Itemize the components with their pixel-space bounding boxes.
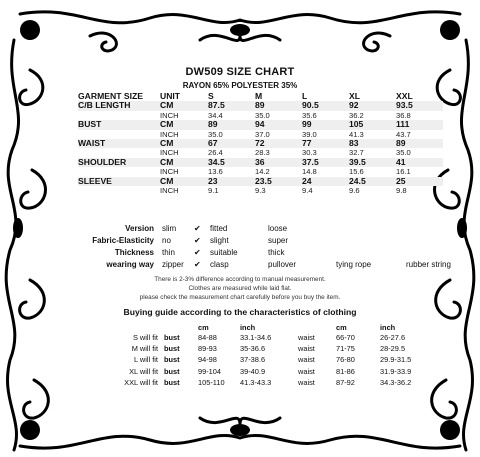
value-cell: 105 [349,120,396,129]
size-fit-label: S will fit [132,333,158,343]
guide-value: 89-93 [198,344,217,354]
measure-label: BUST [78,120,160,129]
value-cell: 35.6 [302,110,317,120]
value-cell: 14.2 [255,167,270,177]
measurement-note: please check the measurement chart carefully before you buy the item. [139,294,341,301]
value-cell: 16.1 [396,167,411,177]
value-cell: 35.0 [255,110,270,120]
header-cell: XXL [396,91,413,101]
guide-value: 35-36.6 [240,344,266,354]
value-cell: 67 [208,139,255,148]
option-label: wearing way [106,259,154,269]
table-row [78,101,443,110]
option-value: tying rope [336,259,372,269]
guide-part: bust [164,355,180,365]
option-label: Thickness [114,247,154,257]
check-icon: ✔ [194,247,201,257]
guide-value: 99-104 [198,366,222,376]
option-row [90,234,455,246]
check-icon: ✔ [194,223,201,233]
table-row [78,158,443,167]
check-icon: ✔ [194,235,201,245]
unit-cell: CM [160,177,208,186]
value-cell: 89 [396,139,443,148]
guide-value: 31.9-33.9 [380,366,412,376]
guide-header [96,322,430,332]
measurement-note: Clothes are measured while laid flat. [188,285,292,292]
measure-label: SLEEVE [78,177,160,186]
value-cell: 15.6 [349,167,364,177]
measure-label: WAIST [78,139,160,148]
guide-part: bust [164,377,180,387]
unit-cell: CM [160,158,208,167]
option-value: thin [162,247,175,257]
value-cell: 9.4 [302,186,313,196]
measure-label: SHOULDER [78,158,160,167]
value-cell: 9.8 [396,186,407,196]
value-cell: 89 [255,101,302,110]
value-cell: 87.5 [208,101,255,110]
check-icon: ✔ [194,259,201,269]
chart-title: DW509 SIZE CHART [185,66,295,78]
option-value: loose [268,223,288,233]
value-cell: 36.2 [349,110,364,120]
value-cell: 39.5 [349,158,396,167]
guide-value: 39-40.9 [240,366,266,376]
value-cell: 41 [396,158,443,167]
value-cell: 26.4 [208,148,223,158]
unit-cell: CM [160,101,208,110]
option-row [90,222,455,234]
guide-header-cell: cm [198,322,209,332]
option-value: thick [268,247,285,257]
guide-part: bust [164,344,180,354]
value-cell: 35.0 [208,129,223,139]
buying-guide-title: Buying guide according to the characteristics of clothing [123,307,357,317]
value-cell: 9.6 [349,186,360,196]
guide-value: 87-92 [336,377,355,387]
option-value: slight [210,235,229,245]
size-fit-label: M will fit [131,344,158,354]
value-cell: 94 [255,120,302,129]
unit-cell: INCH [160,167,179,177]
value-cell: 36.8 [396,110,411,120]
guide-value: 34.3-36.2 [380,377,412,387]
guide-value: 84-88 [198,333,217,343]
option-value: rubber string [406,259,451,269]
value-cell: 41.3 [349,129,364,139]
value-cell: 32.7 [349,148,364,158]
option-value: fitted [210,223,228,233]
header-cell: L [302,91,308,101]
option-value: super [268,235,289,245]
value-cell: 13.6 [208,167,223,177]
option-row [90,258,455,270]
value-cell: 9.3 [255,186,266,196]
value-cell: 89 [208,120,255,129]
guide-row [96,366,430,377]
option-value: suitable [210,247,238,257]
guide-part: waist [298,344,315,354]
option-value: clasp [210,259,229,269]
option-row [90,246,455,258]
option-label: Fabric-Elasticity [92,235,154,245]
unit-cell: CM [160,120,208,129]
guide-value: 33.1-34.6 [240,333,272,343]
fabric-composition: RAYON 65% POLYESTER 35% [182,81,298,90]
guide-value: 28-29.5 [380,344,406,354]
value-cell: 24.5 [349,177,396,186]
value-cell: 24 [302,177,349,186]
value-cell: 35.0 [396,148,411,158]
value-cell: 111 [396,120,443,129]
value-cell: 43.7 [396,129,411,139]
size-fit-label: XXL will fit [124,377,158,387]
header-cell: M [255,91,263,101]
guide-part: bust [164,366,180,376]
header-cell: S [208,91,214,101]
guide-value: 26-27.6 [380,333,406,343]
value-cell: 36 [255,158,302,167]
option-value: no [162,235,171,245]
table-row [78,139,443,148]
value-cell: 30.3 [302,148,317,158]
table-row [78,186,443,195]
value-cell: 37.5 [302,158,349,167]
size-fit-label: L will fit [134,355,158,365]
guide-row [96,354,430,365]
value-cell: 23.5 [255,177,302,186]
unit-cell: INCH [160,148,179,158]
value-cell: 92 [349,101,396,110]
guide-value: 66-70 [336,333,355,343]
garment-options [90,222,455,270]
value-cell: 90.5 [302,101,349,110]
guide-row [96,343,430,354]
header-cell: GARMENT SIZE [78,91,143,101]
header-cell: XL [349,91,360,101]
value-cell: 23 [208,177,255,186]
value-cell: 72 [255,139,302,148]
guide-value: 81-86 [336,366,355,376]
guide-value: 76-80 [336,355,355,365]
option-label: Version [125,223,154,233]
buying-guide-table [96,322,430,388]
guide-part: waist [298,355,315,365]
guide-part: waist [298,366,315,376]
guide-header-cell: inch [240,322,256,332]
value-cell: 77 [302,139,349,148]
guide-row [96,377,430,388]
guide-header-cell: inch [380,322,396,332]
guide-value: 105-110 [198,377,225,387]
value-cell: 37.0 [255,129,270,139]
option-value: pullover [268,259,297,269]
unit-cell: CM [160,139,208,148]
value-cell: 34.5 [208,158,255,167]
unit-cell: INCH [160,129,179,139]
value-cell: 9.1 [208,186,219,196]
value-cell: 34.4 [208,110,223,120]
size-fit-label: XL will fit [129,366,158,376]
value-cell: 93.5 [396,101,443,110]
guide-value: 37-38.6 [240,355,266,365]
value-cell: 14.8 [302,167,317,177]
guide-value: 94-98 [198,355,217,365]
size-table [78,92,443,195]
guide-value: 71-75 [336,344,355,354]
unit-cell: INCH [160,186,179,196]
option-value: zipper [162,259,184,269]
guide-value: 41.3-43.3 [240,377,272,387]
value-cell: 99 [302,120,349,129]
guide-part: bust [164,333,180,343]
measure-label: C/B LENGTH [78,101,160,110]
value-cell: 25 [396,177,443,186]
table-row [78,177,443,186]
unit-cell: INCH [160,110,179,120]
table-row [78,120,443,129]
guide-row [96,332,430,343]
value-cell: 39.0 [302,129,317,139]
measurement-note: There is 2-3% difference according to manual measurement. [154,276,326,283]
guide-header-cell: cm [336,322,347,332]
value-cell: 83 [349,139,396,148]
guide-part: waist [298,377,315,387]
guide-value: 29.9-31.5 [380,355,412,365]
header-cell: UNIT [160,91,181,101]
guide-part: waist [298,333,315,343]
option-value: slim [162,223,177,233]
value-cell: 28.3 [255,148,270,158]
